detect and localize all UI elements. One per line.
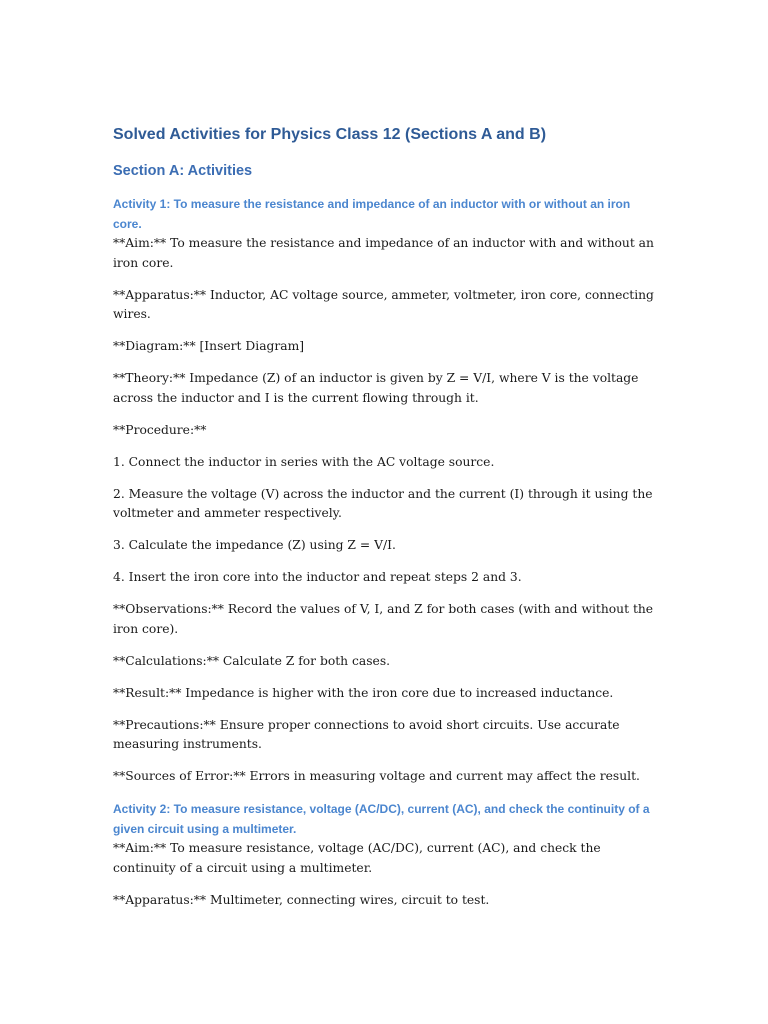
document-page — [113, 122, 658, 923]
activity-1-apparatus: **Apparatus:** Inductor, AC voltage source, ammeter, voltmeter, iron core, connecting wires. — [113, 287, 654, 321]
activity-1-precautions: **Precautions:** Ensure proper connections to avoid short circuits. Use accurate measuring instruments. — [113, 717, 620, 751]
document-title: Solved Activities for Physics Class 12 (Sections A and B) — [113, 126, 547, 143]
activity-2-aim: **Aim:** To measure resistance, voltage (AC/DC), current (AC), and check the continuity of a circuit using a multimeter. — [113, 841, 601, 875]
activity-1-step-2: 2. Measure the voltage (V) across the inductor and the current (I) through it using the voltmeter and ammeter respectively. — [113, 486, 653, 520]
activity-1-procedure-label: **Procedure:** — [113, 422, 207, 437]
activity-1-step-4: 4. Insert the iron core into the inductor and repeat steps 2 and 3. — [113, 570, 522, 584]
activity-1-diagram: **Diagram:** [Insert Diagram] — [113, 339, 305, 353]
activity-1-theory: **Theory:** Impedance (Z) of an inductor is given by Z = V/I, where V is the voltage across the inductor and I is the current flowing through it. — [113, 371, 639, 405]
activity-1-calculations: **Calculations:** Calculate Z for both cases. — [113, 653, 391, 668]
activity-1-aim: **Aim:** To measure the resistance and impedance of an inductor with and without an iron core. — [113, 236, 654, 270]
activity-1-result: **Result:** Impedance is higher with the iron core due to increased inductance. — [113, 685, 614, 700]
activity-1-heading: Activity 1: To measure the resistance and impedance of an inductor with or without an iron core. — [113, 197, 631, 231]
activity-1-observations: **Observations:** Record the values of V, I, and Z for both cases (with and without the iron core). — [113, 602, 654, 636]
activity-1-step-3: 3. Calculate the impedance (Z) using Z = V/I. — [113, 538, 396, 552]
activity-1-sources-of-error: **Sources of Error:** Errors in measuring voltage and current may affect the result. — [113, 769, 640, 783]
section-heading: Section A: Activities — [113, 163, 253, 179]
activity-2-heading: Activity 2: To measure resistance, voltage (AC/DC), current (AC), and check the continuity of a given circuit using a multimeter. — [113, 802, 650, 836]
activity-1-step-1: 1. Connect the inductor in series with the AC voltage source. — [113, 454, 495, 469]
activity-2-apparatus: **Apparatus:** Multimeter, connecting wires, circuit to test. — [113, 892, 490, 907]
